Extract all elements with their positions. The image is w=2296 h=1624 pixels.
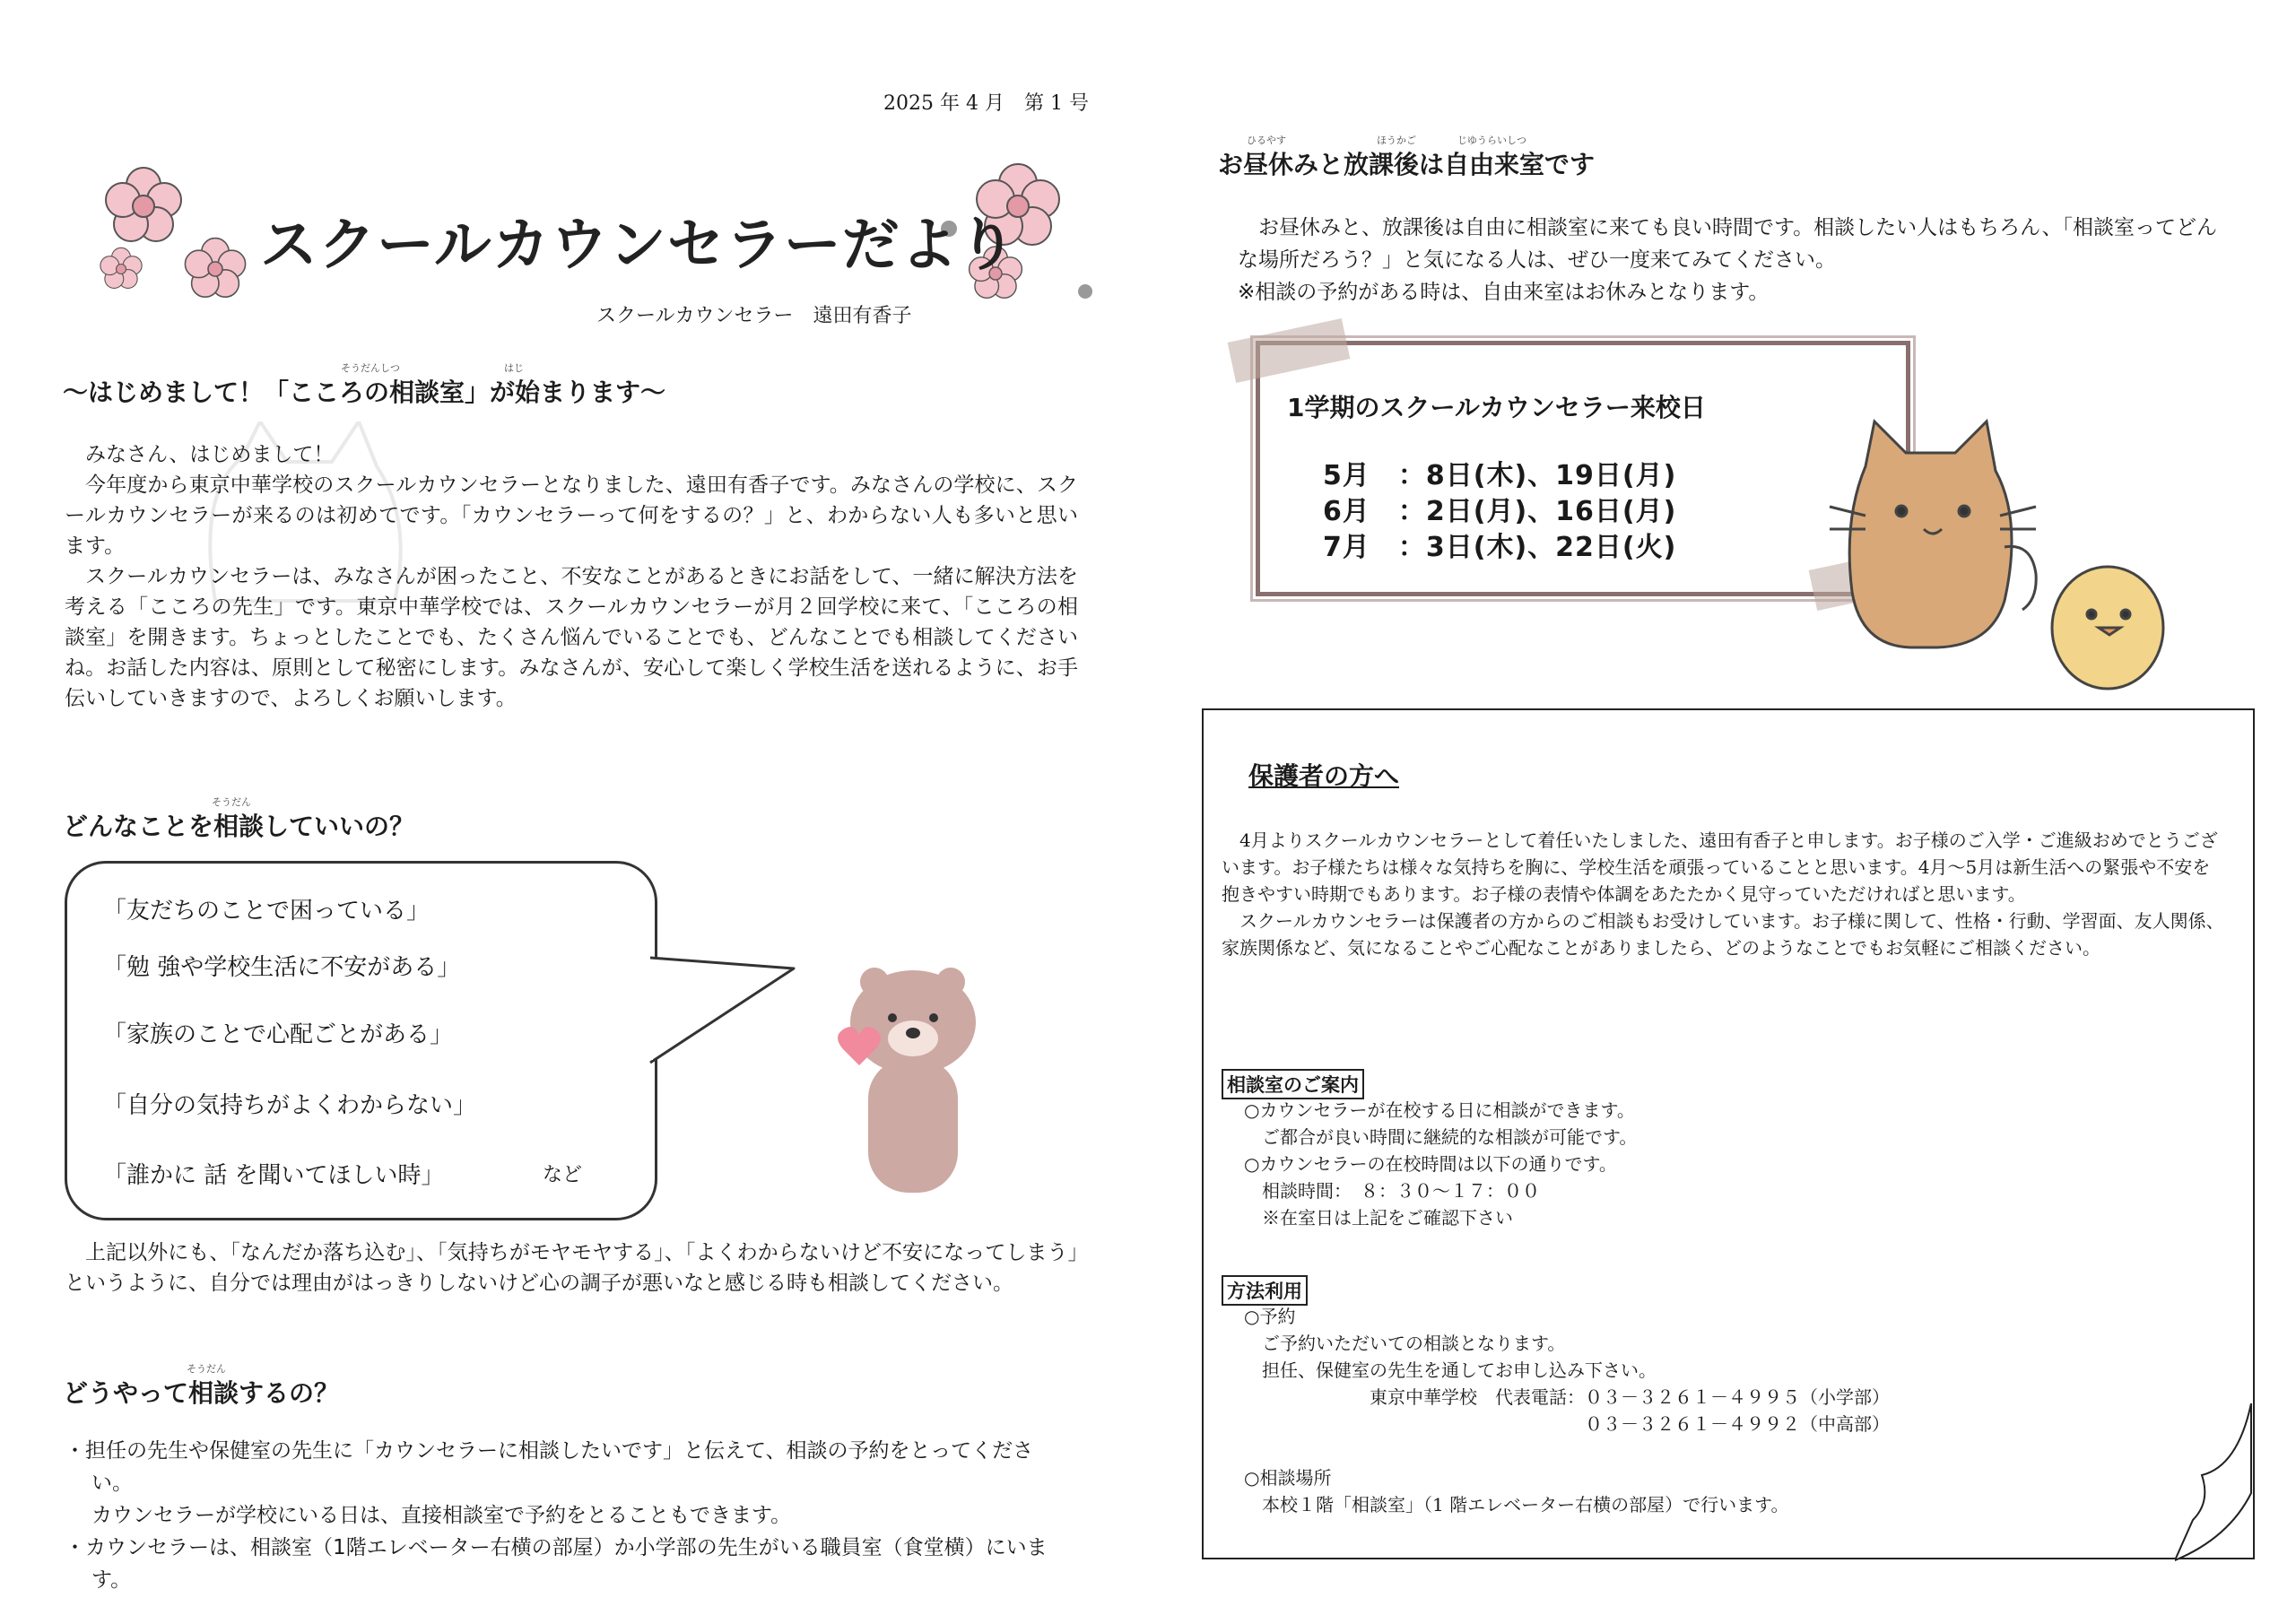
room-line-3: ○カウンセラーの在校時間は以下の通りです。 — [1244, 1153, 1617, 1175]
method-label: 方法利用 — [1222, 1275, 1308, 1306]
free-visit-note: ※相談の予約がある時は、自由来室はお休みとなります。 — [1238, 281, 1770, 304]
howto-item-1: ・担任の先生や保健室の先生に「カウンセラーに相談したいです」と伝えて、相談の予約をとってください。 — [65, 1439, 1034, 1495]
schedule-may: 5月 ：8日(木)、19日(月) — [1323, 460, 1677, 491]
place-line-1: ○相談場所 — [1244, 1467, 1332, 1489]
right-page — [1148, 0, 2296, 1624]
schedule-july: 7月 ：3日(木)、22日(火) — [1323, 532, 1677, 563]
method-line-3: 担任、保健室の先生を通してお申し込み下さい。 — [1244, 1359, 1657, 1381]
room-line-5: ※在室日は上記をご確認下さい — [1244, 1207, 1513, 1229]
bubble-item-talk: 「誰かに 話 を聞いてほしい時」 — [103, 1162, 445, 1189]
flower-decoration-small — [179, 233, 251, 305]
topics-after-text — [65, 1238, 1078, 1298]
ruby-houkago: ほうかご — [1377, 135, 1416, 146]
intro-paragraph-1: みなさん、はじめまして！ — [85, 443, 335, 466]
intro-paragraph-3: スクールカウンセラーは、みなさんが困ったこと、不安なことがあるときにお話をして、一緒に解決方法を考える「こころの先生」です。東京中華学校では、スクールカウンセラーが月２回学校に来て、「こころの相談室」を開きます。ちょっとしたことでも、たくさん悩んでいることでも、どんなことでも相談してくださいね。お話した内容は、原則として秘密にします。みなさんが、安心して楽しく学校生活を送れるように、お手伝いしていきますので、よろしくお願いします。 — [65, 565, 1078, 710]
intro-text — [65, 439, 1078, 714]
topics-after-paragraph: 上記以外にも、「なんだか落ち込む」、「気持ちがモヤモヤする」、「よくわからないけど不安になってしまう」というように、自分では理由がはっきりしないけど心の調子が悪いなと感じる時も相談してください。 — [65, 1241, 1078, 1295]
bubble-item-family: 「家族のことで心配ごとがある」 — [103, 1021, 454, 1048]
bubble-suffix: など — [543, 1164, 583, 1186]
bubble-item-study: 「勉 強や学校生活に不安がある」 — [103, 954, 461, 981]
guardian-text — [1222, 827, 2226, 961]
howto-list — [65, 1435, 1069, 1596]
bubble-item-friends: 「友だちのことで困っている」 — [103, 898, 430, 925]
speech-bubble-tail — [628, 951, 798, 1085]
bear-holding-heart-icon — [825, 960, 1004, 1202]
guardian-paragraph-1: 4月よりスクールカウンセラーとして着任いたしました、遠田有香子と申します。お子様のご入学・ご進級おめでとうございます。お子様たちは様々な気持ちを胸に、学校生活を頑張っていることと思います。4月～5月は新生活への緊張や不安を抱きやすい時期でもあります。お子様の表情や体調をあたたかく見守っていただければと思います。 — [1222, 829, 2218, 905]
room-info-label: 相談室のご案内 — [1222, 1069, 1364, 1099]
schedule-june: 6月 ：2日(月)、16日(月) — [1323, 496, 1677, 527]
ruby-hiruyasu: ひるやす — [1247, 135, 1286, 146]
method-line-2: ご予約いただいての相談となります。 — [1244, 1333, 1566, 1354]
free-visit-heading: お昼休みと放課後は自由来室です — [1218, 150, 1596, 179]
section-heading-topics: どんなことを相談していいの？ — [63, 812, 415, 841]
place-line-2: 本校１階「相談室」（1 階エレベーター右横の部屋）で行います。 — [1244, 1494, 1789, 1515]
intro-paragraph-2: 今年度から東京中華学校のスクールカウンセラーとなりました、遠田有香子です。みなさんの学校に、スクールカウンセラーが来るのは初めてです。「カウンセラーって何をするの？」と、わからない人も多いと思います。 — [65, 473, 1078, 558]
ruby-haji: はじ — [504, 362, 524, 374]
author-name: スクールカウンセラー 遠田有香子 — [596, 305, 912, 327]
guardian-paragraph-2: スクールカウンセラーは保護者の方からのご相談もお受けしています。お子様に関して、性格・行動、学習面、友人関係、家族関係など、気になることやご心配なことがありましたら、どのようなことでもお気軽にご相談ください。 — [1222, 910, 2224, 959]
section-heading-howto: どうやって相談するの？ — [63, 1378, 340, 1408]
method-line-1: ○予約 — [1244, 1306, 1296, 1327]
bubble-item-feelings: 「自分の気持ちがよくわからない」 — [103, 1092, 477, 1119]
room-line-2: ご都合が良い時間に継続的な相談が可能です。 — [1244, 1126, 1638, 1148]
section-heading-intro: ～はじめまして！「こころの相談室」が始まります～ — [63, 378, 666, 407]
cat-and-chick-icon — [1812, 413, 2224, 699]
guardian-title: 保護者の方へ — [1248, 761, 1400, 791]
guardian-notice — [1202, 708, 2255, 1559]
newsletter-title: スクールカウンセラーだより — [260, 213, 1017, 279]
howto-item-1-cont: カウンセラーが学校にいる日は、直接相談室で予約をとることもできます。 — [91, 1504, 792, 1527]
issue-number: 2025 年 4 月 第 1 号 — [883, 92, 1089, 115]
ruby-soudan-3: そうだん — [187, 1363, 226, 1375]
ruby-soudanshitsu: そうだんしつ — [341, 362, 400, 374]
ruby-soudan-2: そうだん — [212, 796, 251, 808]
ruby-jiyuuraishitsu: じゆうらいしつ — [1457, 135, 1526, 146]
page-curl-decoration — [2175, 1403, 2265, 1565]
free-visit-paragraph: お昼休みと、放課後は自由に相談室に来ても良い時間です。相談したい人はもちろん、「相談室ってどんな場所だろう？」と気になる人は、ぜひ一度来てみてください。 — [1238, 216, 2218, 272]
phone-secondary: ０３－３２６１－４９９２（中高部） — [1244, 1413, 1890, 1435]
room-line-1: ○カウンセラーが在校する日に相談ができます。 — [1244, 1099, 1635, 1121]
howto-item-2: ・カウンセラーは、相談室（1階エレベーター右横の部屋）か小学部の先生がいる職員室（食堂横）にいます。 — [65, 1536, 1048, 1592]
room-line-4: 相談時間： ８：３０～１７：００ — [1244, 1180, 1540, 1202]
phone-primary: 東京中華学校 代表電話：０３－３２６１－４９９５（小学部） — [1244, 1386, 1890, 1408]
free-visit-text — [1238, 212, 2233, 308]
schedule-title: 1学期のスクールカウンセラー来校日 — [1287, 393, 1706, 422]
